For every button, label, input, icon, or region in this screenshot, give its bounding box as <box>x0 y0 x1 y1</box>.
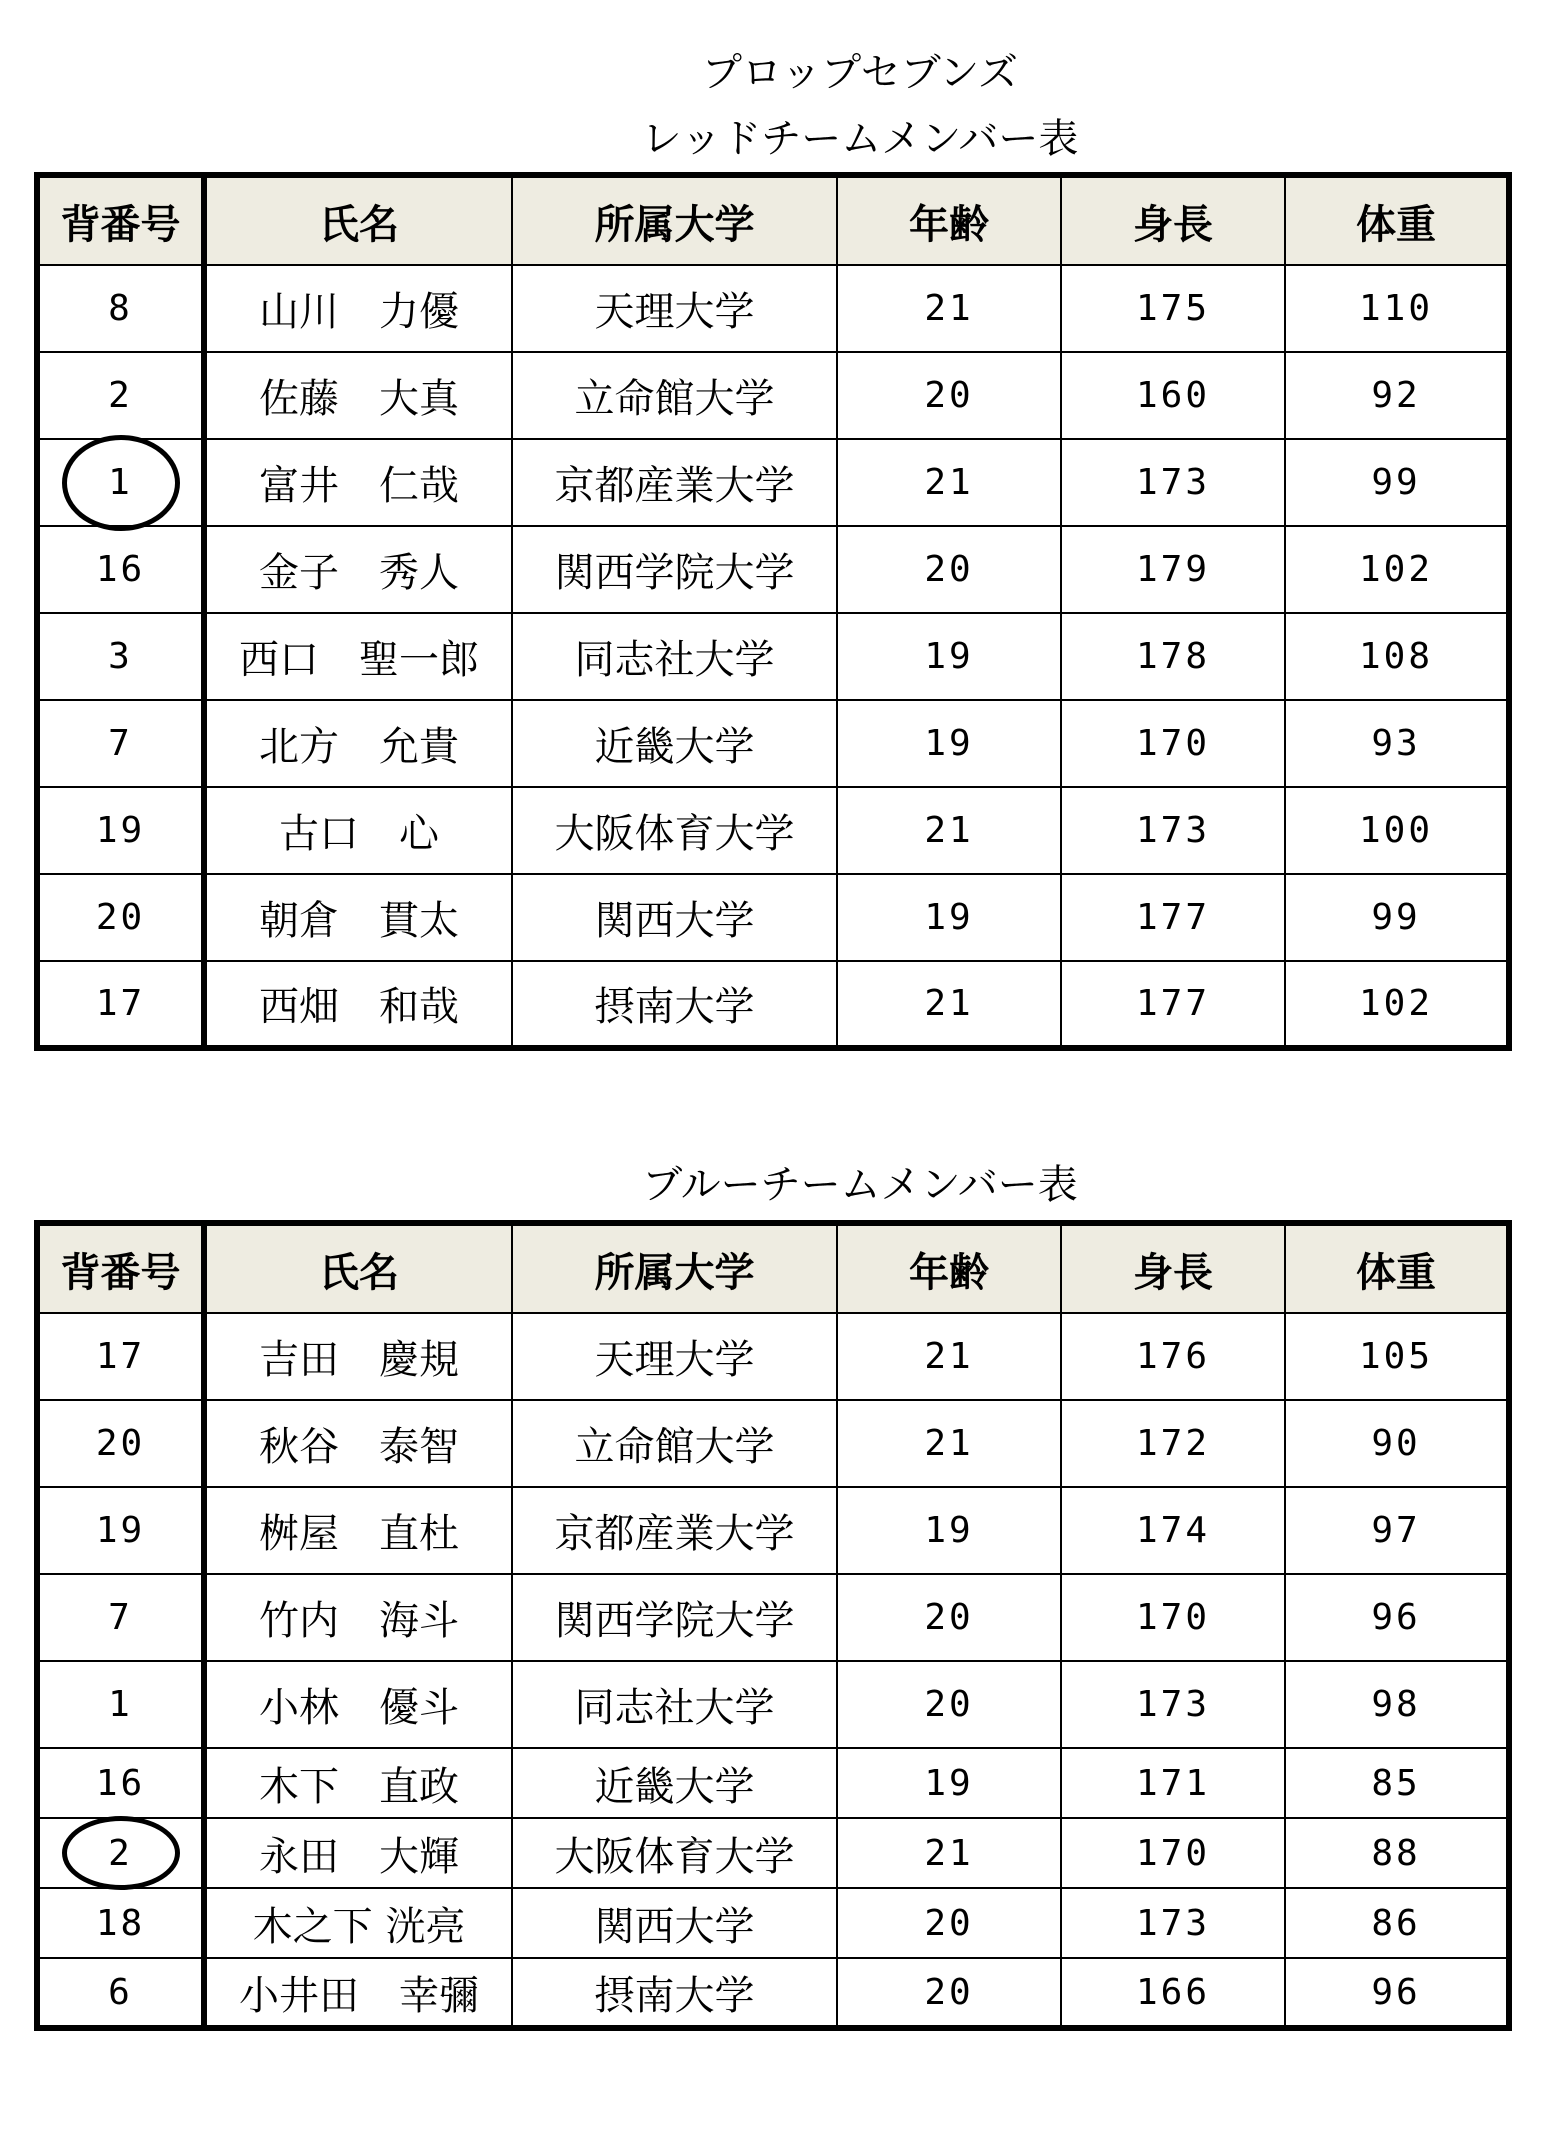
cell-height: 160 <box>1061 352 1285 439</box>
cell-name: 小林 優斗 <box>204 1661 512 1748</box>
cell-height: 177 <box>1061 874 1285 961</box>
cell-university: 関西大学 <box>512 1888 837 1958</box>
cell-weight: 99 <box>1285 439 1509 526</box>
cell-number <box>37 265 204 352</box>
blue-team-table <box>34 1220 1512 2031</box>
cell-name: 西口 聖一郎 <box>204 613 512 700</box>
jersey-number: 16 <box>95 1762 146 1804</box>
cell-age: 19 <box>837 1487 1061 1574</box>
cell-university: 同志社大学 <box>512 613 837 700</box>
jersey-number: 18 <box>95 1902 146 1944</box>
column-header-weight: 体重 <box>1285 175 1509 265</box>
cell-height: 176 <box>1061 1313 1285 1400</box>
cell-name: 金子 秀人 <box>204 526 512 613</box>
cell-height: 173 <box>1061 787 1285 874</box>
cell-name: 富井 仁哉 <box>204 439 512 526</box>
table-row <box>37 439 1509 526</box>
column-header-university: 所属大学 <box>512 175 837 265</box>
table-row <box>37 265 1509 352</box>
cell-age: 19 <box>837 1748 1061 1818</box>
cell-weight: 99 <box>1285 874 1509 961</box>
table-row <box>37 526 1509 613</box>
column-header-university: 所属大学 <box>512 1223 837 1313</box>
table-row <box>37 1574 1509 1661</box>
cell-number <box>37 1888 204 1958</box>
red-team-title: レッドチームメンバー表 <box>641 116 1079 162</box>
table-row <box>37 1958 1509 2028</box>
jersey-number: 2 <box>108 1832 133 1874</box>
cell-number <box>37 1400 204 1487</box>
cell-number <box>37 700 204 787</box>
cell-university: 摂南大学 <box>512 961 837 1048</box>
cell-name: 秋谷 泰智 <box>204 1400 512 1487</box>
cell-height: 178 <box>1061 613 1285 700</box>
jersey-number: 20 <box>95 1423 146 1464</box>
cell-university: 大阪体育大学 <box>512 1818 837 1888</box>
cell-age: 20 <box>837 1661 1061 1748</box>
cell-weight: 86 <box>1285 1888 1509 1958</box>
cell-university: 近畿大学 <box>512 1748 837 1818</box>
cell-height: 173 <box>1061 1661 1285 1748</box>
jersey-number: 20 <box>95 897 146 938</box>
cell-weight: 97 <box>1285 1487 1509 1574</box>
table-row <box>37 1313 1509 1400</box>
document-title: プロップセブンズ <box>702 50 1018 96</box>
cell-weight: 93 <box>1285 700 1509 787</box>
cell-university: 大阪体育大学 <box>512 787 837 874</box>
cell-university: 関西大学 <box>512 874 837 961</box>
column-header-name: 氏名 <box>204 175 512 265</box>
jersey-number: 19 <box>95 810 146 851</box>
cell-age: 21 <box>837 1313 1061 1400</box>
cell-university: 関西学院大学 <box>512 526 837 613</box>
cell-university: 関西学院大学 <box>512 1574 837 1661</box>
cell-height: 170 <box>1061 1818 1285 1888</box>
jersey-number: 7 <box>108 1597 133 1638</box>
cell-height: 170 <box>1061 700 1285 787</box>
cell-height: 173 <box>1061 439 1285 526</box>
cell-name: 桝屋 直杜 <box>204 1487 512 1574</box>
blue-team-title: ブルーチームメンバー表 <box>642 1162 1078 1208</box>
column-header-name: 氏名 <box>204 1223 512 1313</box>
cell-name: 北方 允貴 <box>204 700 512 787</box>
cell-age: 21 <box>837 961 1061 1048</box>
jersey-number: 16 <box>95 549 146 590</box>
column-header-age: 年齢 <box>837 1223 1061 1313</box>
cell-age: 21 <box>837 787 1061 874</box>
jersey-number: 19 <box>95 1510 146 1551</box>
cell-height: 172 <box>1061 1400 1285 1487</box>
cell-number <box>37 439 204 526</box>
column-header-weight: 体重 <box>1285 1223 1509 1313</box>
table-row <box>37 874 1509 961</box>
cell-weight: 105 <box>1285 1313 1509 1400</box>
table-header-row <box>37 175 1509 265</box>
cell-age: 20 <box>837 1574 1061 1661</box>
cell-university: 同志社大学 <box>512 1661 837 1748</box>
cell-name: 古口 心 <box>204 787 512 874</box>
cell-age: 20 <box>837 1888 1061 1958</box>
cell-height: 179 <box>1061 526 1285 613</box>
column-header-number: 背番号 <box>37 175 204 265</box>
cell-height: 171 <box>1061 1748 1285 1818</box>
table-row <box>37 1661 1509 1748</box>
cell-height: 175 <box>1061 265 1285 352</box>
cell-weight: 96 <box>1285 1958 1509 2028</box>
cell-number <box>37 961 204 1048</box>
cell-age: 19 <box>837 700 1061 787</box>
cell-age: 19 <box>837 874 1061 961</box>
cell-weight: 96 <box>1285 1574 1509 1661</box>
circle-mark-icon <box>62 1816 180 1890</box>
cell-number <box>37 526 204 613</box>
cell-weight: 92 <box>1285 352 1509 439</box>
cell-age: 20 <box>837 1958 1061 2028</box>
table-row <box>37 1818 1509 1888</box>
cell-weight: 85 <box>1285 1748 1509 1818</box>
cell-weight: 110 <box>1285 265 1509 352</box>
cell-weight: 108 <box>1285 613 1509 700</box>
cell-university: 近畿大学 <box>512 700 837 787</box>
cell-name: 佐藤 大真 <box>204 352 512 439</box>
table-row <box>37 700 1509 787</box>
circle-mark-icon <box>62 435 180 531</box>
cell-name: 山川 力優 <box>204 265 512 352</box>
jersey-number: 17 <box>95 1336 146 1377</box>
cell-university: 立命館大学 <box>512 1400 837 1487</box>
cell-university: 京都産業大学 <box>512 439 837 526</box>
table-row <box>37 787 1509 874</box>
jersey-number: 17 <box>95 983 146 1024</box>
cell-weight: 88 <box>1285 1818 1509 1888</box>
cell-weight: 102 <box>1285 961 1509 1048</box>
cell-height: 177 <box>1061 961 1285 1048</box>
red-team-table <box>34 172 1512 1051</box>
cell-number <box>37 1818 204 1888</box>
cell-number <box>37 1661 204 1748</box>
cell-number <box>37 1748 204 1818</box>
cell-number <box>37 1958 204 2028</box>
jersey-number: 7 <box>108 723 133 764</box>
jersey-number: 6 <box>108 1971 133 2013</box>
column-header-height: 身長 <box>1061 1223 1285 1313</box>
cell-weight: 100 <box>1285 787 1509 874</box>
cell-height: 174 <box>1061 1487 1285 1574</box>
cell-name: 木下 直政 <box>204 1748 512 1818</box>
table-row <box>37 1400 1509 1487</box>
column-header-age: 年齢 <box>837 175 1061 265</box>
table-row <box>37 1748 1509 1818</box>
cell-age: 19 <box>837 613 1061 700</box>
cell-name: 竹内 海斗 <box>204 1574 512 1661</box>
cell-number <box>37 613 204 700</box>
jersey-number: 3 <box>108 636 133 677</box>
jersey-number: 1 <box>108 462 133 503</box>
cell-name: 吉田 慶規 <box>204 1313 512 1400</box>
cell-height: 170 <box>1061 1574 1285 1661</box>
cell-university: 摂南大学 <box>512 1958 837 2028</box>
cell-name: 小井田 幸彌 <box>204 1958 512 2028</box>
table-row <box>37 1487 1509 1574</box>
cell-name: 朝倉 貫太 <box>204 874 512 961</box>
cell-age: 20 <box>837 352 1061 439</box>
cell-age: 21 <box>837 1400 1061 1487</box>
table-row <box>37 352 1509 439</box>
table-row <box>37 1888 1509 1958</box>
cell-university: 天理大学 <box>512 1313 837 1400</box>
table-row <box>37 613 1509 700</box>
cell-university: 天理大学 <box>512 265 837 352</box>
cell-name: 永田 大輝 <box>204 1818 512 1888</box>
cell-age: 20 <box>837 526 1061 613</box>
cell-weight: 102 <box>1285 526 1509 613</box>
cell-height: 173 <box>1061 1888 1285 1958</box>
cell-university: 京都産業大学 <box>512 1487 837 1574</box>
cell-weight: 90 <box>1285 1400 1509 1487</box>
cell-age: 21 <box>837 265 1061 352</box>
cell-number <box>37 1313 204 1400</box>
jersey-number: 1 <box>108 1684 133 1725</box>
cell-university: 立命館大学 <box>512 352 837 439</box>
cell-number <box>37 352 204 439</box>
cell-name: 西畑 和哉 <box>204 961 512 1048</box>
cell-weight: 98 <box>1285 1661 1509 1748</box>
cell-age: 21 <box>837 439 1061 526</box>
table-header-row <box>37 1223 1509 1313</box>
table-row <box>37 961 1509 1048</box>
cell-number <box>37 1487 204 1574</box>
cell-name: 木之下 洸亮 <box>204 1888 512 1958</box>
column-header-number: 背番号 <box>37 1223 204 1313</box>
jersey-number: 8 <box>108 288 133 329</box>
column-header-height: 身長 <box>1061 175 1285 265</box>
cell-age: 21 <box>837 1818 1061 1888</box>
cell-number <box>37 787 204 874</box>
cell-number <box>37 1574 204 1661</box>
jersey-number: 2 <box>108 375 133 416</box>
cell-height: 166 <box>1061 1958 1285 2028</box>
cell-number <box>37 874 204 961</box>
